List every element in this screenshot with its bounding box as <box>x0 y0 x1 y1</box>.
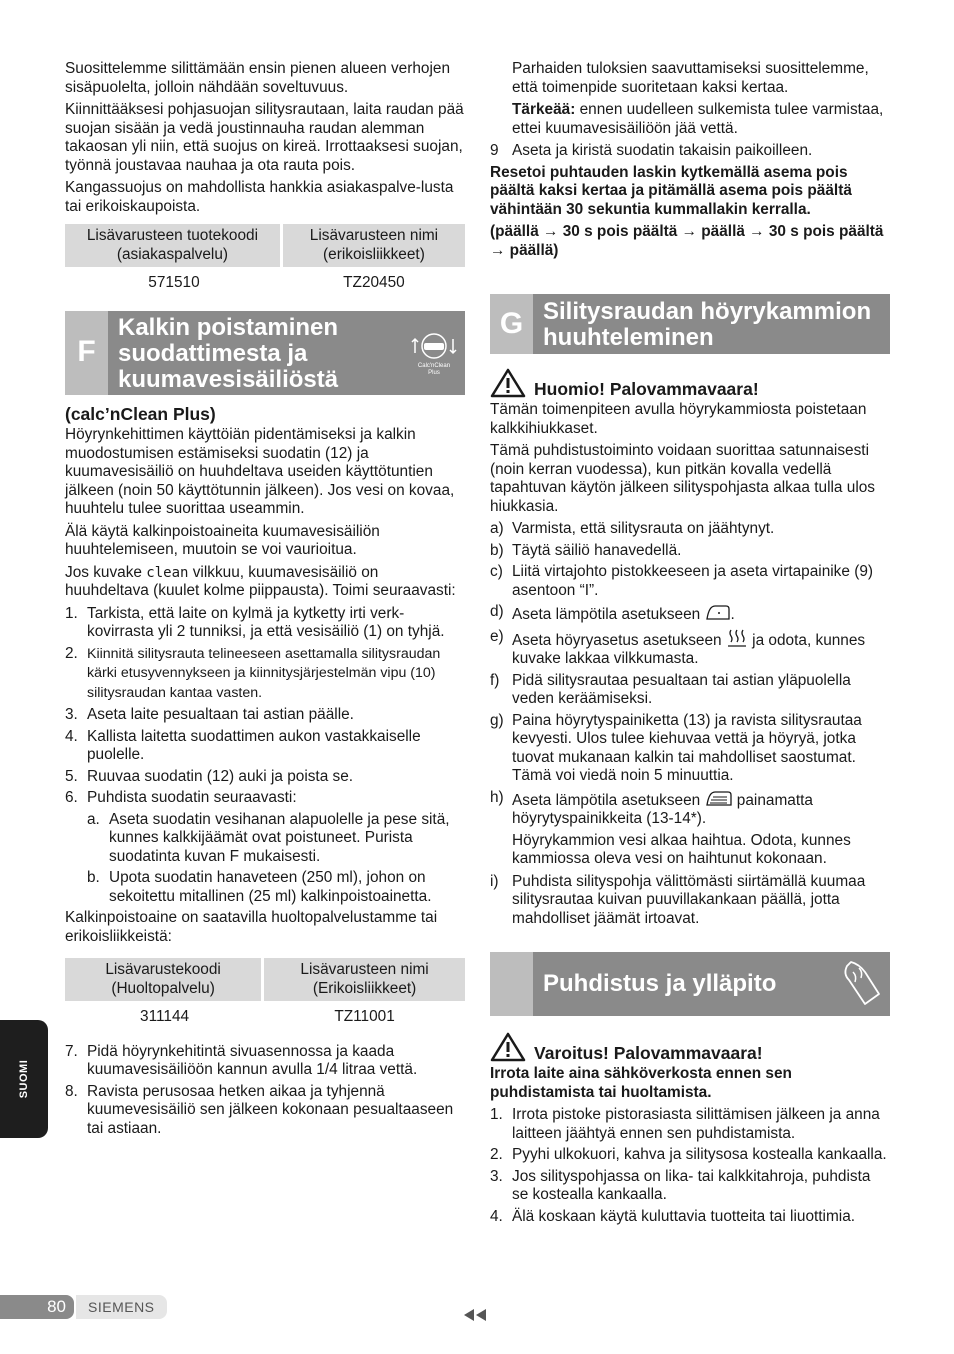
calc-clean-icon <box>403 311 465 395</box>
step-9 <box>490 142 890 161</box>
table-header: Lisävarusteen nimi (erikoisliikkeet) <box>283 224 465 267</box>
item-text: Puhdista suodatin seuraavasti: <box>87 789 297 806</box>
section-care-header <box>490 952 890 1016</box>
steps-list <box>65 605 465 808</box>
list-item <box>490 628 890 669</box>
section-f-header <box>65 311 465 395</box>
paragraph <box>490 101 890 138</box>
accessory-table-1 <box>65 224 465 295</box>
item-number: 3. <box>490 1167 503 1185</box>
item-text: Aseta suodatin vesihanan alapuolelle ja pese sitä, kunnes kalkkijäämät ovat poistuneet. Purista suodatinta kuvan F mukaisesti. <box>109 810 450 865</box>
item-number: e) <box>490 627 504 645</box>
list-item <box>490 563 890 600</box>
item-number: 7. <box>65 1042 78 1060</box>
item-text: Ruuvaa suodatin (12) auki ja poista se. <box>87 767 354 785</box>
item-text <box>512 789 890 829</box>
section-title: Silitysraudan höyrykammion huuhteleminen <box>543 298 872 351</box>
text: painamatta höyrytyspainikkeita (13-14*). <box>512 791 813 827</box>
section-letter: F <box>65 311 108 395</box>
item-text: Täytä säiliö hanavedellä. <box>512 541 682 559</box>
list-item <box>490 789 890 829</box>
item-text: Liitä virtajohto pistokkeeseen ja aseta virtapainike (9) asentoon “I”. <box>512 563 874 599</box>
table-cell: TZ20450 <box>343 274 405 291</box>
care-warning: Irrota laite aina sähköverkosta ennen sen puhdistamista tai huoltamista. <box>490 1065 792 1101</box>
list-item <box>65 789 465 808</box>
table-header: Lisävarusteen tuotekoodi (asiakaspalvelu) <box>65 224 283 267</box>
text: Aseta lämpötila asetukseen <box>512 606 701 623</box>
iron-low-temp-icon <box>705 603 731 621</box>
item-text: Puhdista silityspohja välittömästi siirtämällä kuumaa silitysrautaa kuivan puuvillakankaan päällä, jotta mahdolliset jäämät irtoavat. <box>512 872 866 927</box>
paragraph: Tämä puhdistustoiminto voidaan suorittaa satunnaisesti (noin kerran vuodessa), kun pitkän kovalla vedellä tapahtuvan käytön jälkeen silityspohjasta alkaa tulla ulos hiukkasia. <box>490 442 876 515</box>
text: Jos kuvake <box>65 563 147 581</box>
item-text <box>512 628 890 669</box>
item-text: Varmista, että silitysrauta on jäähtynyt. <box>512 520 775 537</box>
right-column <box>490 60 890 1229</box>
warning-text: Huomio! Palovammavaara! <box>534 378 759 399</box>
section-title: Puhdistus ja ylläpito <box>543 970 777 997</box>
substeps-list <box>65 811 465 907</box>
paragraph <box>65 564 465 601</box>
iron-high-temp-icon <box>705 789 733 807</box>
list-item <box>87 869 465 906</box>
list-item <box>490 672 890 709</box>
item-text: Pidä silitysrautaa pesualtaan tai astian yläpuolella veden keräämiseksi. <box>512 671 851 707</box>
emphasis: Tärkeää: <box>512 101 576 118</box>
reset-instruction: Resetoi puhtauden laskin kytkemällä asema pois päältä kaksi kertaa ja pitämällä asema pois päältä vähintään 30 sekuntia kummallakin kerralla. <box>490 163 852 218</box>
paragraph: Parhaiden tuloksien saavuttamiseksi suosittelemme, että toimenpide suoritetaan kaksi kertaa. <box>512 60 869 96</box>
list-item <box>65 605 465 642</box>
item-number: b. <box>87 869 100 886</box>
subheading: (calc’nClean Plus) <box>65 403 216 424</box>
clean-symbol: clean <box>146 564 189 581</box>
item-number: a) <box>490 520 504 537</box>
cleaning-hand-icon <box>832 952 890 1016</box>
brand-name: SIEMENS <box>76 1295 167 1319</box>
paragraph: Höyrykammion vesi alkaa haihtua. Odota, kunnes kammiossa oleva vesi on haihtunut kokonaan. <box>512 831 851 867</box>
warning-triangle-icon <box>490 368 526 398</box>
section-letter: G <box>490 294 533 354</box>
paragraph: Kalkinpoistoaine on saatavilla huoltopalvelustamme tai erikoisliikkeistä: <box>65 909 438 945</box>
item-number: a. <box>87 810 100 828</box>
item-text: Tarkista, että laite on kylmä ja kytketty irti verk-kovirrasta yli 2 tunniksi, ja että vesisäiliö (1) on tyhjä. <box>87 604 445 640</box>
list-item <box>65 706 465 725</box>
steps-list-2 <box>65 1043 465 1139</box>
paragraph: Suosittelemme silittämään ensin pienen alueen verhojen sisäpuolelta, jolloin nähdään soveltuvuus. <box>65 60 450 96</box>
item-number: i) <box>490 872 499 890</box>
accessory-table-2 <box>65 958 465 1029</box>
item-number: 1. <box>490 1106 503 1123</box>
paragraph: Tämän toimenpiteen avulla höyrykammiosta poistetaan kalkkihiukkaset. <box>490 401 867 437</box>
paragraph: Älä käytä kalkinpoistoaineita kuumavesisäiliön huuhtelemiseen, muutoin se voi vaurioitua. <box>65 522 380 558</box>
list-item <box>490 1208 890 1227</box>
item-text: Pyyhi ulkokuori, kahva ja silitysosa kostealla kankaalla. <box>512 1146 887 1163</box>
paragraph: Kangassuojus on mahdollista hankkia asiakaspalve-lusta tai erikoiskaupoista. <box>65 179 454 215</box>
page-number: 80 <box>0 1295 74 1319</box>
table-cell: TZ11001 <box>334 1008 395 1025</box>
table-cell: 571510 <box>148 274 200 291</box>
list-item <box>490 142 890 161</box>
page-nav-back-icon[interactable] <box>462 1307 490 1329</box>
language-label: SUOMI <box>17 1059 30 1099</box>
list-item <box>65 1043 465 1080</box>
item-text: Aseta laite pesualtaan tai astian päälle. <box>87 706 354 723</box>
item-text: Älä koskaan käytä kuluttavia tuotteita tai liuottimia. <box>512 1207 856 1225</box>
warning-heading <box>490 368 890 398</box>
left-column <box>65 60 465 1141</box>
list-item <box>65 1083 465 1139</box>
reset-sequence: (päällä → 30 s pois päältä → päällä → 30 s pois päältä → päällä) <box>490 223 884 259</box>
list-item <box>490 873 890 929</box>
item-text: Kiinnitä silitysrauta telineeseen asettamalla silitysraudan kärki etusyvennykseen ja kiinnitysjärjestelmän vipu (10) silitysraudan kantaa vasten. <box>87 645 441 701</box>
table-cell: 311144 <box>140 1008 190 1025</box>
icon-caption: Plus <box>428 369 440 376</box>
list-item <box>87 811 465 867</box>
page-footer <box>0 1295 167 1319</box>
item-text: Ravista perusosaa hetken aikaa ja tyhjennä kuumevesisäiliö sen jälkeen kokonaan pesualtaaseen tai astiaan. <box>87 1082 454 1137</box>
text: ennen uudelleen sulkemista tulee varmistaa, ettei kuumavesisäiliöön jää vettä. <box>512 101 884 137</box>
item-number: d) <box>490 603 504 620</box>
paragraph: Kiinnittääksesi pohjasuojan silitysrautaan, laita raudan pää suojan sisään ja vedä joustinnauha raudan alemman takaosan yli niin, että suojus on kireä. Irrottaaksesi suojan, työnnä joustavaa nauhaa ja ota rauta pois. <box>65 101 464 174</box>
care-steps-list <box>490 1106 890 1226</box>
language-tab <box>0 1020 48 1138</box>
section-title: Kalkin poistaminen suodattimesta ja kuumavesisäiliöstä <box>118 313 339 393</box>
warning-text: Varoitus! Palovammavaara! <box>534 1042 763 1063</box>
g-steps-list <box>490 520 890 829</box>
list-item <box>490 1168 890 1205</box>
warning-triangle-icon <box>490 1032 526 1062</box>
item-number: 2. <box>490 1146 503 1163</box>
paragraph: Höyrynkehittimen käyttöiän pidentämiseksi ja kalkin muodostumisen estämiseksi suodatin (12) ja kuumavesisäiliö on huuhdeltava useiden käyttötuntien jälkeen (noin 50 käyttötunnin jälkeen). Jos vesi on kovaa, huuhtelu tulee suorittaa useammin. <box>65 426 455 517</box>
item-number: 4. <box>490 1207 503 1225</box>
item-text: Jos silityspohjassa on lika- tai kalkkitahroja, puhdista se kostealla kankaalla. <box>512 1167 871 1203</box>
item-text: Irrota pistoke pistorasiasta silittämisen jälkeen ja anna laitteen jäähtyä ennen sen puhdistamista. <box>512 1106 880 1142</box>
item-text: Kallista laitetta suodattimen aukon vastakkaiselle puolelle. <box>87 727 421 763</box>
item-number: 2. <box>65 644 78 662</box>
steam-setting-icon <box>726 628 748 648</box>
item-number: 5. <box>65 767 78 785</box>
list-item <box>490 520 890 539</box>
table-header: Lisävarusteen nimi (Erikoisliikkeet) <box>264 958 465 1001</box>
item-number: 6. <box>65 789 78 806</box>
item-number: h) <box>490 788 504 806</box>
list-item <box>490 712 890 786</box>
item-number: f) <box>490 671 500 689</box>
item-number: 4. <box>65 727 78 745</box>
list-item <box>490 542 890 561</box>
list-item <box>65 768 465 787</box>
item-number: b) <box>490 541 504 559</box>
item-number: 1. <box>65 604 78 622</box>
section-letter-blank <box>490 952 533 1016</box>
g-step-i <box>490 873 890 929</box>
table-header: Lisävarustekoodi (Huoltopalvelu) <box>65 958 264 1001</box>
item-text: Aseta lämpötila asetukseen . <box>512 603 890 625</box>
item-text: Upota suodatin hanaveteen (250 ml), johon on sekoitettu mitallinen (25 ml) kalkinpoistoainetta. <box>109 869 432 905</box>
item-text: Aseta ja kiristä suodatin takaisin paikoilleen. <box>512 142 813 159</box>
item-text: Paina höyrytyspainiketta (13) ja ravista silitysrautaa kevyesti. Ulos tulee kiehuvaa vettä ja höyryä, jotka tuovat mukanaan kalkin tai mahdolliset saostumat. Tämä voi viedä noin 5 minuuttia. <box>512 711 862 784</box>
item-number: 3. <box>65 706 78 723</box>
list-item <box>65 728 465 765</box>
text: ja odota, kunnes kuvake lakkaa vilkkumasta. <box>512 631 866 667</box>
list-item <box>490 603 890 625</box>
item-number: c) <box>490 563 503 580</box>
item-number: 9 <box>490 142 499 159</box>
item-number: 8. <box>65 1082 78 1100</box>
list-item <box>490 1146 890 1165</box>
text: vilkkuu, kuumavesisäiliö on huuhdeltava (kuulet kolme piippausta). Toimi seuraavasti: <box>65 563 456 599</box>
warning-heading <box>490 1032 890 1062</box>
item-text: Pidä höyrynkehitintä sivuasennossa ja kaada kuumavesisäiliöön kannun avulla 1/4 litraa vettä. <box>87 1042 418 1078</box>
icon-caption: Calc'nClean <box>417 362 451 369</box>
text: Aseta lämpötila asetukseen <box>512 791 701 809</box>
item-number: g) <box>490 711 504 729</box>
list-item <box>65 645 465 704</box>
list-item <box>490 1106 890 1143</box>
section-g-header <box>490 294 890 354</box>
text: Aseta höyryasetus asetukseen <box>512 631 722 649</box>
